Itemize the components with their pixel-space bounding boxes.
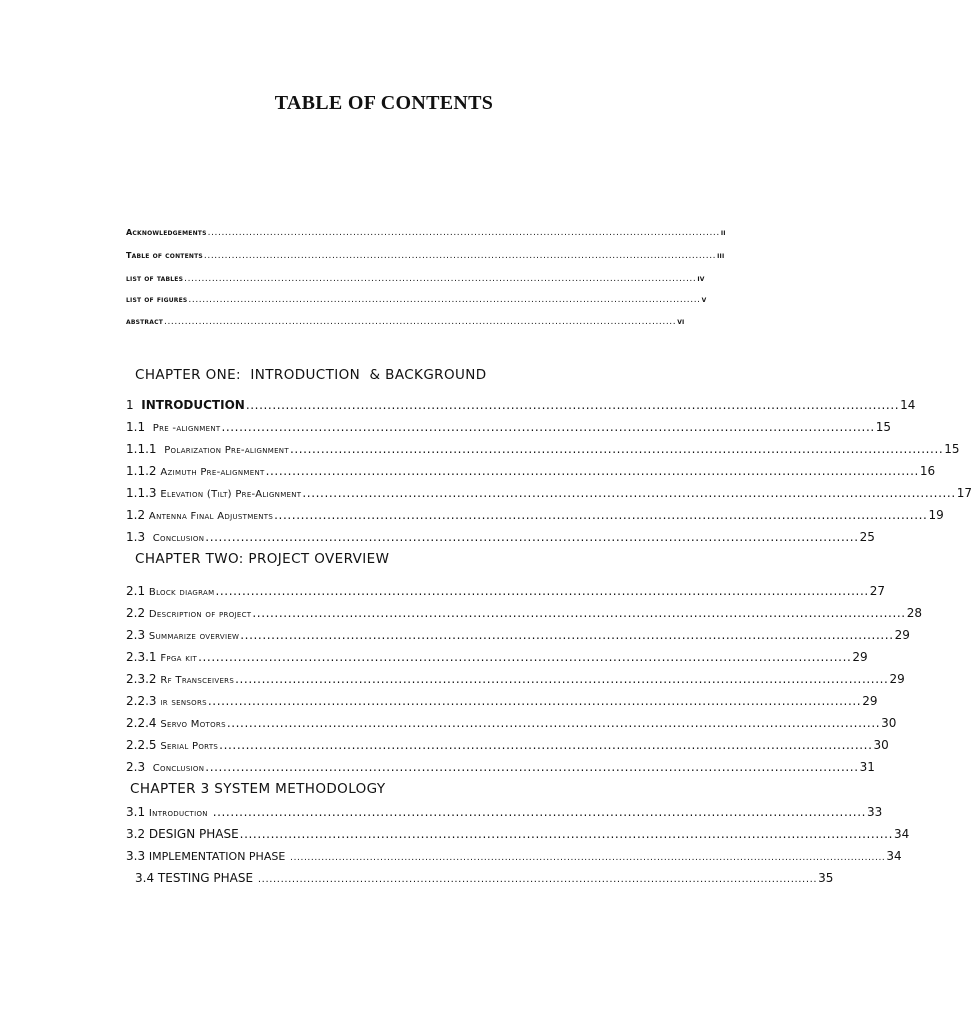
toc-entry-label: Rf Transceivers bbox=[160, 675, 235, 686]
toc-entry-label: Elevation (Tilt) Pre-Alignment bbox=[160, 489, 302, 500]
toc-entry-2-2-5[interactable] bbox=[126, 738, 889, 752]
toc-entry-page: 16 bbox=[919, 464, 936, 478]
toc-entry-3-2[interactable] bbox=[126, 827, 910, 841]
dot-leader: .................................................................................................................................................... bbox=[184, 274, 697, 284]
toc-entry-number: 3.4 bbox=[135, 871, 155, 885]
toc-entry-page: 29 bbox=[894, 628, 910, 642]
page-title: TABLE OF CONTENTS bbox=[274, 92, 494, 114]
dot-leader: .................................................................................................................................................... bbox=[240, 628, 894, 642]
toc-entry-2-3-2[interactable] bbox=[126, 672, 905, 686]
chapter-heading-three[interactable]: CHAPTER 3 SYSTEM METHODOLOGY bbox=[130, 781, 386, 797]
toc-entry-label: Conclusion bbox=[152, 763, 205, 774]
toc-entry-number: 2.2.4 bbox=[126, 716, 157, 730]
toc-entry-table-of-contents[interactable] bbox=[126, 251, 725, 261]
dot-leader: .................................................................................................................................................... bbox=[219, 738, 873, 752]
toc-entry-page: 30 bbox=[873, 738, 889, 752]
toc-entry-page: vi bbox=[677, 317, 685, 326]
toc-entry-number: 2.3.1 bbox=[126, 650, 157, 664]
toc-entry-label: INTRODUCTION bbox=[141, 398, 245, 412]
toc-entry-3-1[interactable] bbox=[126, 805, 883, 819]
toc-entry-page: 19 bbox=[928, 508, 944, 522]
dot-leader: .................................................................................................................................................... bbox=[245, 398, 900, 412]
dot-leader: .................................................................................................................................................... bbox=[252, 606, 906, 620]
toc-entry-label: Servo Motors bbox=[160, 719, 226, 730]
toc-entry-acknowledgements[interactable] bbox=[126, 228, 726, 238]
toc-entry-page: 28 bbox=[906, 606, 922, 620]
dot-leader: .................................................................................................................................................... bbox=[188, 295, 701, 305]
toc-entry-page: 14 bbox=[900, 398, 916, 412]
toc-entry-2-3[interactable] bbox=[126, 628, 910, 642]
toc-entry-2-1[interactable] bbox=[126, 584, 886, 598]
dot-leader: .................................................................................................................................................... bbox=[203, 251, 717, 261]
toc-entry-1-3[interactable] bbox=[126, 530, 875, 544]
dot-leader: .................................................................................................................................................... bbox=[207, 228, 720, 238]
toc-entry-page: 29 bbox=[852, 650, 868, 664]
dot-leader: .................................................................................................................................................... bbox=[221, 420, 875, 434]
toc-entry-page: 17 bbox=[956, 486, 972, 500]
toc-entry-label: IMPLEMENTATION PHASE bbox=[148, 850, 286, 863]
toc-entry-page: 15 bbox=[944, 442, 960, 456]
dot-leader: .................................................................................................................................................... bbox=[235, 672, 889, 686]
toc-entry-number: 2.3 bbox=[126, 628, 146, 642]
toc-entry-1-1-3[interactable] bbox=[126, 486, 972, 500]
toc-entry-label: Block diagram bbox=[148, 587, 215, 598]
toc-entry-label: Serial Ports bbox=[160, 741, 219, 752]
dot-leader: .................................................................................................................................................... bbox=[302, 486, 956, 500]
dot-leader: .................................................................................................................................................... bbox=[226, 716, 881, 730]
toc-entry-label: Summarize overview bbox=[148, 631, 240, 642]
dot-leader: .................................................................................................................................................... bbox=[265, 464, 919, 478]
toc-entry-1-1-2[interactable] bbox=[126, 464, 936, 478]
dot-leader: .................................................................................................................................................... bbox=[205, 760, 859, 774]
toc-entry-page: iii bbox=[717, 251, 725, 260]
toc-entry-number: 2.2.5 bbox=[126, 738, 157, 752]
toc-entry-page: ii bbox=[720, 228, 726, 237]
toc-entry-label: list of tables bbox=[126, 274, 184, 283]
toc-entry-abstract[interactable] bbox=[126, 317, 685, 327]
dot-leader: .................................................................................................................................................... bbox=[207, 694, 862, 708]
toc-entry-page: 25 bbox=[859, 530, 875, 544]
toc-entry-label: Introduction bbox=[148, 808, 208, 819]
toc-entry-number: 1.2 bbox=[126, 508, 146, 522]
toc-entry-page: 34 bbox=[886, 849, 902, 863]
dot-leader: ............................................................................................................................................................................ bbox=[290, 853, 886, 863]
toc-entry-number: 1.1.3 bbox=[126, 486, 157, 500]
toc-entry-label: TESTING PHASE bbox=[157, 871, 254, 885]
toc-entry-number: 1.1.2 bbox=[126, 464, 157, 478]
toc-entry-number: 1.1.1 bbox=[126, 442, 157, 456]
chapter-heading-two[interactable]: CHAPTER TWO: PROJECT OVERVIEW bbox=[135, 551, 390, 567]
toc-entry-number: 1.3 bbox=[126, 530, 146, 544]
toc-entry-number: 2.1 bbox=[126, 584, 146, 598]
toc-entry-page: 33 bbox=[867, 805, 883, 819]
toc-entry-list-of-figures[interactable] bbox=[126, 295, 707, 305]
toc-entry-number: 3.1 bbox=[126, 805, 146, 819]
toc-entry-page: 29 bbox=[862, 694, 878, 708]
dot-leader: .................................................................................................................................................... bbox=[205, 530, 859, 544]
toc-entry-page: 30 bbox=[881, 716, 897, 730]
dot-leader: .................................................................................................................................................... bbox=[274, 508, 928, 522]
toc-entry-number: 2.3.2 bbox=[126, 672, 157, 686]
toc-entry-label: Azimuth Pre-alignment bbox=[160, 467, 265, 478]
toc-entry-label: Pre -alignment bbox=[152, 423, 221, 434]
toc-entry-label: Antenna Final Adjustments bbox=[148, 511, 274, 522]
dot-leader: .................................................................................................................................................... bbox=[215, 584, 869, 598]
toc-entry-list-of-tables[interactable] bbox=[126, 274, 705, 284]
toc-entry-label: Fpga kit bbox=[160, 653, 198, 664]
toc-entry-1-1[interactable] bbox=[126, 420, 892, 434]
toc-entry-page: 35 bbox=[818, 871, 834, 885]
toc-entry-number: 3.2 bbox=[126, 827, 146, 841]
toc-entry-page: v bbox=[701, 295, 707, 304]
toc-entry-3-4[interactable] bbox=[135, 871, 834, 885]
dot-leader: .................................................................................................................................................... bbox=[212, 805, 867, 819]
toc-entry-2-3-1[interactable] bbox=[126, 650, 868, 664]
toc-entry-2-2-3[interactable] bbox=[126, 694, 878, 708]
toc-entry-number: 2.2.3 bbox=[126, 694, 157, 708]
toc-entry-2-2[interactable] bbox=[126, 606, 922, 620]
toc-entry-number: 2.2 bbox=[126, 606, 146, 620]
toc-entry-page: 27 bbox=[869, 584, 886, 598]
dot-leader: .................................................................................................................................................... bbox=[164, 317, 677, 327]
toc-entry-3-3[interactable] bbox=[126, 849, 902, 863]
toc-entry-page: 31 bbox=[859, 760, 875, 774]
toc-entry-label: list of figures bbox=[126, 295, 188, 304]
toc-entry-label: Acknowledgements bbox=[126, 228, 207, 237]
dot-leader: .................................................................................................................................................... bbox=[289, 442, 944, 456]
toc-entry-1-2[interactable] bbox=[126, 508, 944, 522]
toc-entry-label: DESIGN PHASE bbox=[148, 827, 239, 841]
toc-entry-number: 3.3 bbox=[126, 849, 146, 863]
dot-leader: .................................................................................................................................................... bbox=[239, 827, 894, 841]
dot-leader: .................................................................................................................................................... bbox=[257, 874, 818, 885]
toc-entry-2-2-4[interactable] bbox=[126, 716, 897, 730]
toc-entry-number: 1.1 bbox=[126, 420, 146, 434]
toc-entry-page: 15 bbox=[875, 420, 892, 434]
toc-entry-label: Table of contents bbox=[126, 251, 203, 260]
toc-entry-page: iv bbox=[697, 274, 705, 283]
toc-entry-number: 1 bbox=[126, 398, 134, 412]
toc-entry-label: ir sensors bbox=[160, 697, 207, 708]
toc-entry-1-1-1[interactable] bbox=[126, 442, 960, 456]
toc-entry-label: Polarization Pre-alignment bbox=[164, 445, 289, 456]
chapter-heading-one[interactable]: CHAPTER ONE: INTRODUCTION & BACKGROUND bbox=[135, 367, 487, 383]
toc-entry-label: Description of project bbox=[148, 609, 252, 620]
toc-entry-label: abstract bbox=[126, 317, 163, 326]
toc-entry-page: 29 bbox=[889, 672, 905, 686]
dot-leader: .................................................................................................................................................... bbox=[198, 650, 852, 664]
toc-entry-number: 2.3 bbox=[126, 760, 146, 774]
toc-entry-1[interactable] bbox=[126, 398, 916, 412]
toc-entry-2-3-conclusion[interactable] bbox=[126, 760, 875, 774]
toc-entry-page: 34 bbox=[894, 827, 910, 841]
toc-entry-label: Conclusion bbox=[152, 533, 205, 544]
